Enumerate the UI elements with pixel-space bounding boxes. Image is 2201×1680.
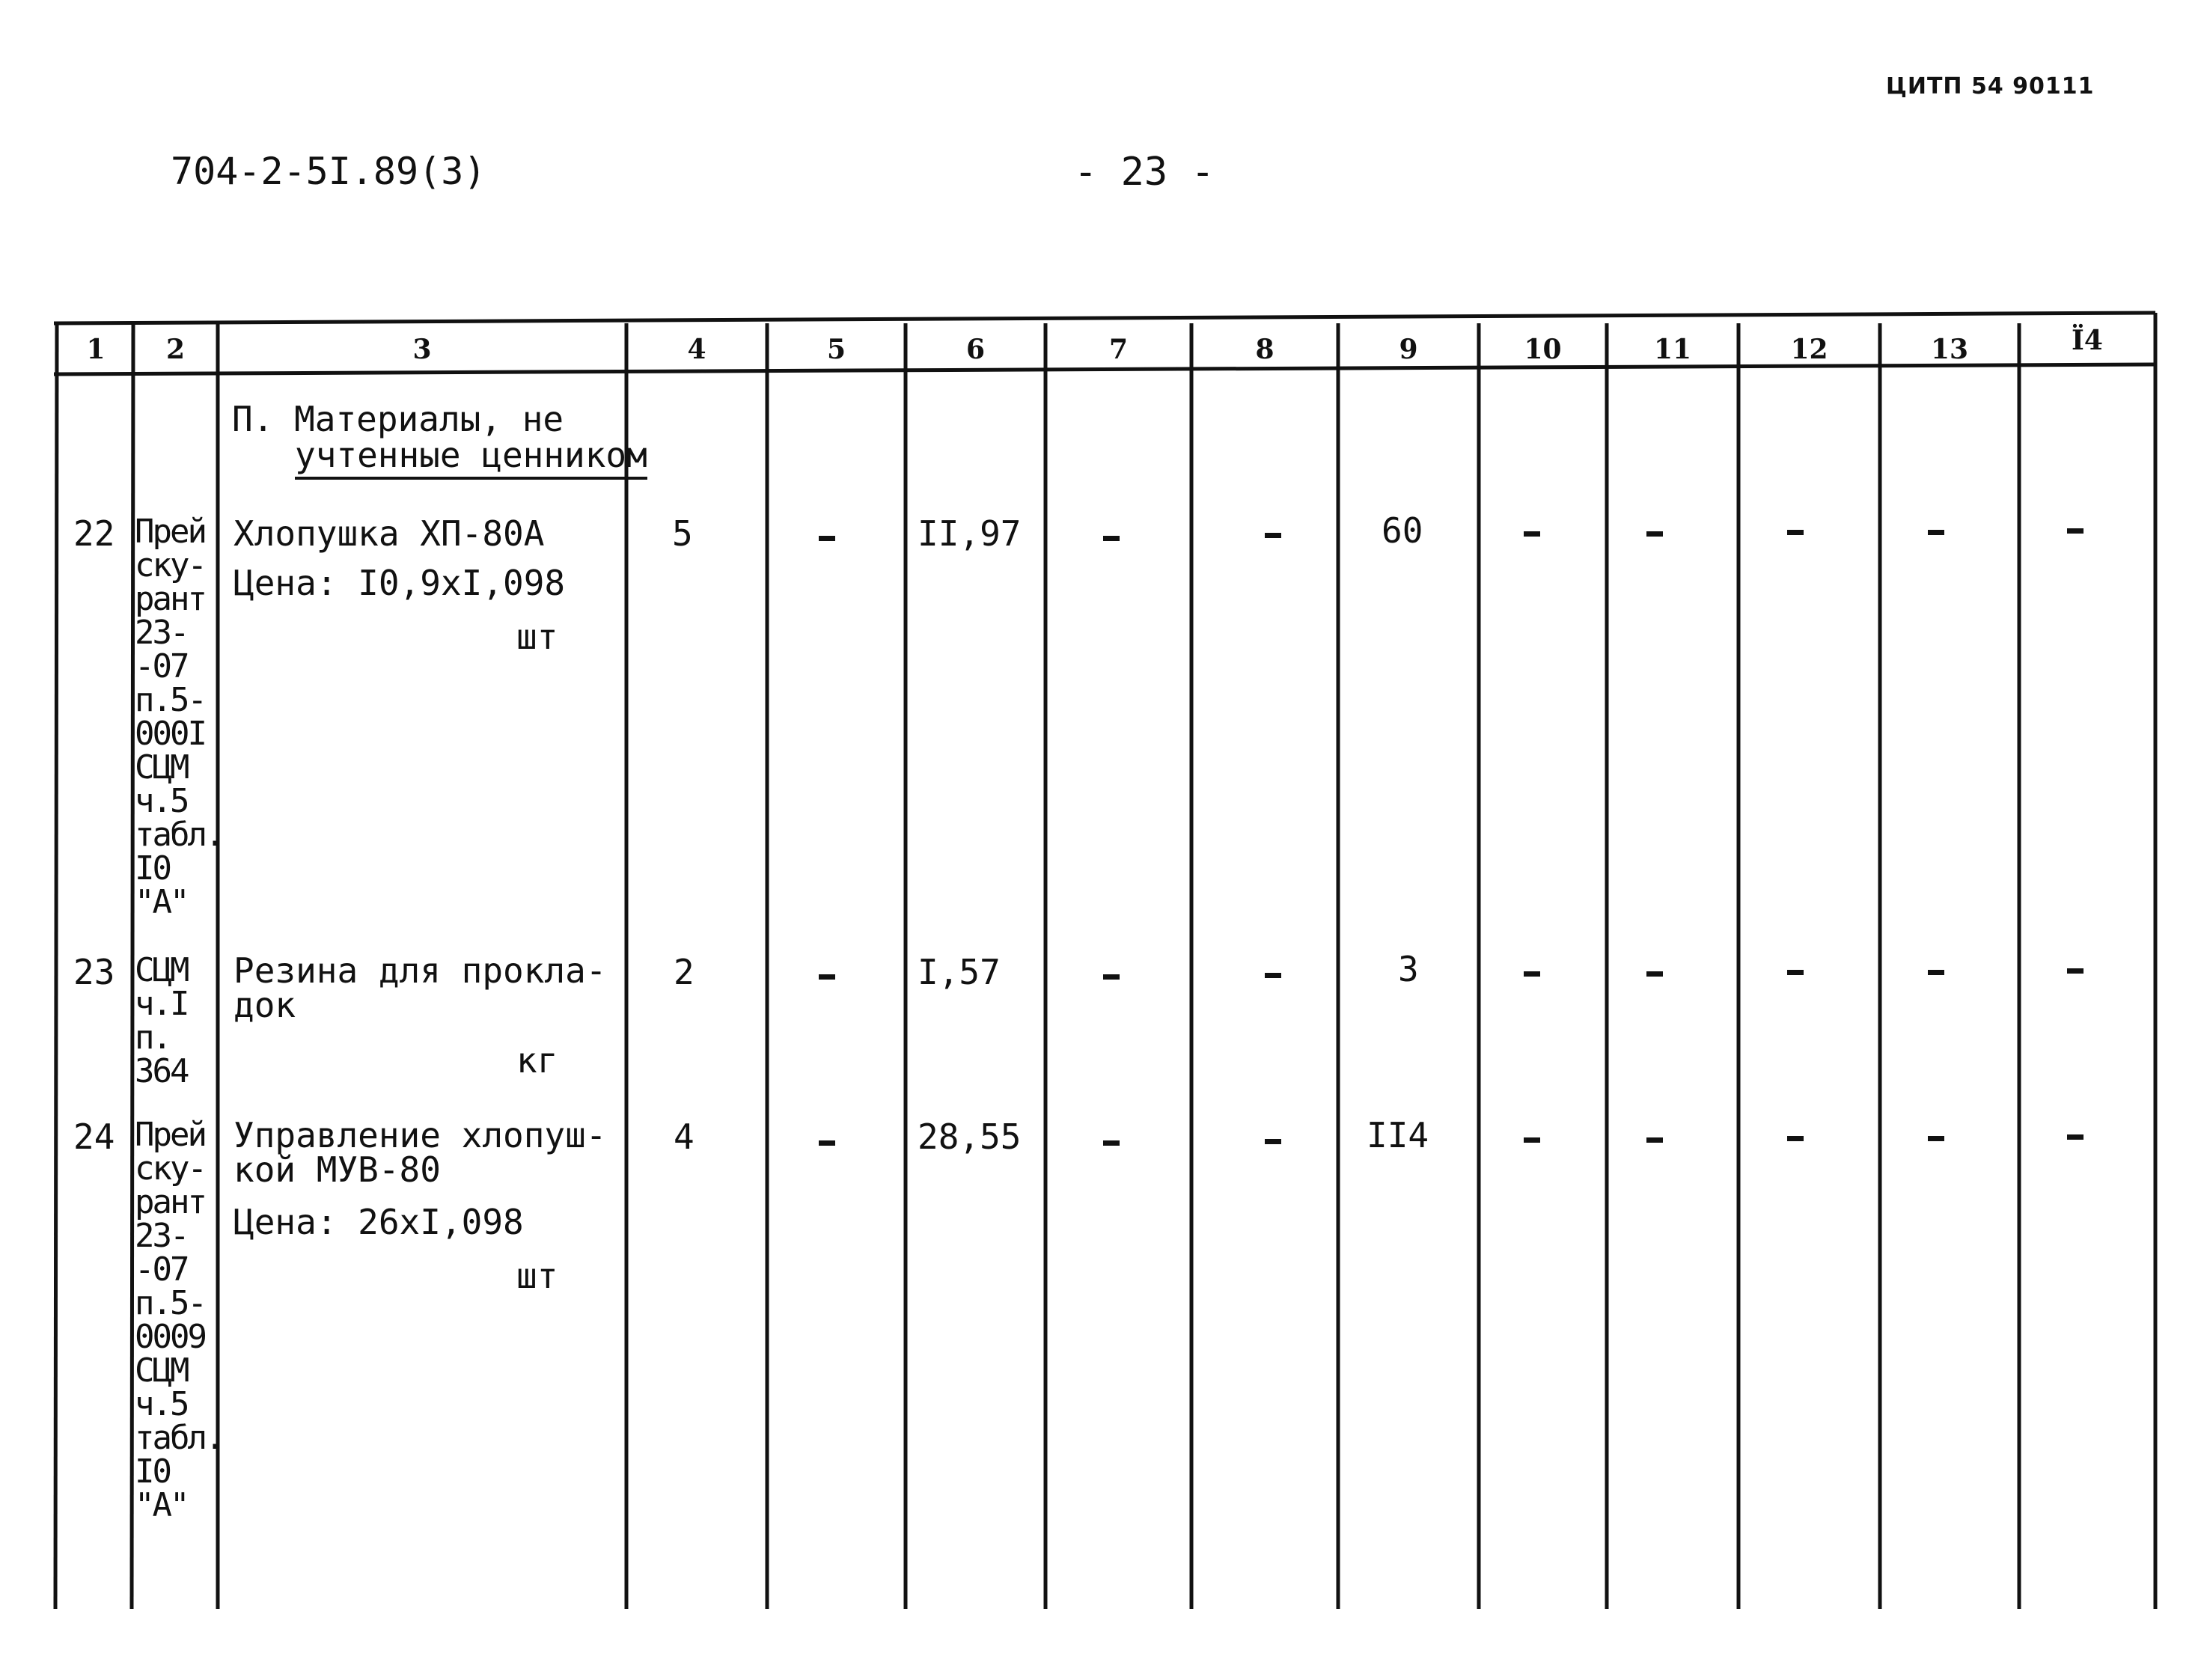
- section-title-line2: учтенные ценником: [232, 437, 647, 473]
- row-value-col6: I,57: [918, 952, 1001, 992]
- row-dash: [1265, 973, 1281, 978]
- column-number-14: Ї4: [2072, 325, 2103, 356]
- column-number-6: 6: [965, 334, 986, 365]
- row-unit: кг: [516, 1040, 558, 1081]
- column-number-10: 10: [1524, 334, 1562, 365]
- column-number-8: 8: [1255, 334, 1274, 365]
- row-dash: [819, 536, 835, 541]
- row-dash: [1524, 971, 1540, 977]
- column-number-1: 1: [86, 334, 106, 365]
- row-value-col6: 28,55: [918, 1117, 1022, 1157]
- row-dash: [1265, 1139, 1281, 1144]
- column-number-3: 3: [412, 334, 432, 365]
- row-unit: шт: [516, 1256, 558, 1296]
- row-quantity: 2: [674, 952, 695, 992]
- row-dash: [1646, 1137, 1663, 1143]
- row-source: Прей ску- рант 23- -07 п.5- 0009 СЦМ ч.5 табл. I0 "А": [135, 1116, 223, 1524]
- row-dash: [819, 1140, 835, 1146]
- row-source: СЦМ ч.I п. 364: [135, 951, 188, 1090]
- row-dash: [1524, 1137, 1540, 1143]
- column-number-12: 12: [1790, 334, 1828, 365]
- row-dash: [1787, 1136, 1804, 1141]
- section-title-line1: П. Материалы, не: [232, 399, 564, 439]
- row-price-note: Цена: 26xI,098: [233, 1202, 524, 1242]
- row-dash: [2067, 528, 2084, 534]
- row-quantity: 4: [674, 1117, 695, 1157]
- row-dash: [1787, 970, 1804, 975]
- row-dash: [1928, 1136, 1944, 1141]
- row-dash: [1103, 974, 1120, 980]
- row-value-col9: 3: [1398, 949, 1419, 989]
- row-value-col6: II,97: [918, 513, 1022, 554]
- row-source: Прей ску- рант 23- -07 п.5- 000I СЦМ ч.5 табл. I0 "А": [135, 513, 223, 921]
- row-dash: [1646, 531, 1663, 537]
- column-number-13: 13: [1930, 334, 1969, 365]
- row-dash: [1646, 971, 1663, 977]
- row-dash: [1928, 970, 1944, 975]
- column-number-9: 9: [1399, 334, 1418, 365]
- row-dash: [1103, 1140, 1120, 1146]
- row-value-col9: II4: [1367, 1115, 1429, 1155]
- row-name: Резина для прокла- док: [233, 950, 607, 1025]
- row-dash: [2067, 968, 2084, 974]
- row-number: 23: [73, 952, 115, 992]
- row-dash: [1103, 536, 1120, 541]
- column-number-11: 11: [1653, 334, 1692, 365]
- row-dash: [1265, 533, 1281, 538]
- row-quantity: 5: [672, 513, 693, 554]
- row-value-col9: 60: [1382, 510, 1423, 551]
- row-price-note: Цена: I0,9xI,098: [233, 563, 566, 603]
- row-number: 24: [73, 1117, 115, 1157]
- document-code: 704-2-5I.89(3): [171, 150, 486, 193]
- section-title: [232, 401, 647, 473]
- row-dash: [1524, 531, 1540, 537]
- column-number-4: 4: [687, 334, 706, 365]
- row-dash: [819, 974, 835, 980]
- page-number: - 23 -: [1074, 150, 1215, 195]
- row-dash: [1928, 530, 1944, 535]
- row-number: 22: [73, 513, 115, 554]
- row-unit: шт: [516, 617, 558, 657]
- row-name: Хлопушка ХП-80А: [233, 513, 545, 554]
- row-dash: [2067, 1134, 2084, 1140]
- row-dash: [1787, 530, 1804, 535]
- row-name: Управление хлопуш- кой МУВ-80: [233, 1115, 607, 1190]
- stamp: ЦИТП 54 90111: [1886, 73, 2095, 100]
- column-number-5: 5: [826, 334, 846, 365]
- column-number-2: 2: [165, 334, 186, 365]
- column-number-7: 7: [1108, 334, 1129, 365]
